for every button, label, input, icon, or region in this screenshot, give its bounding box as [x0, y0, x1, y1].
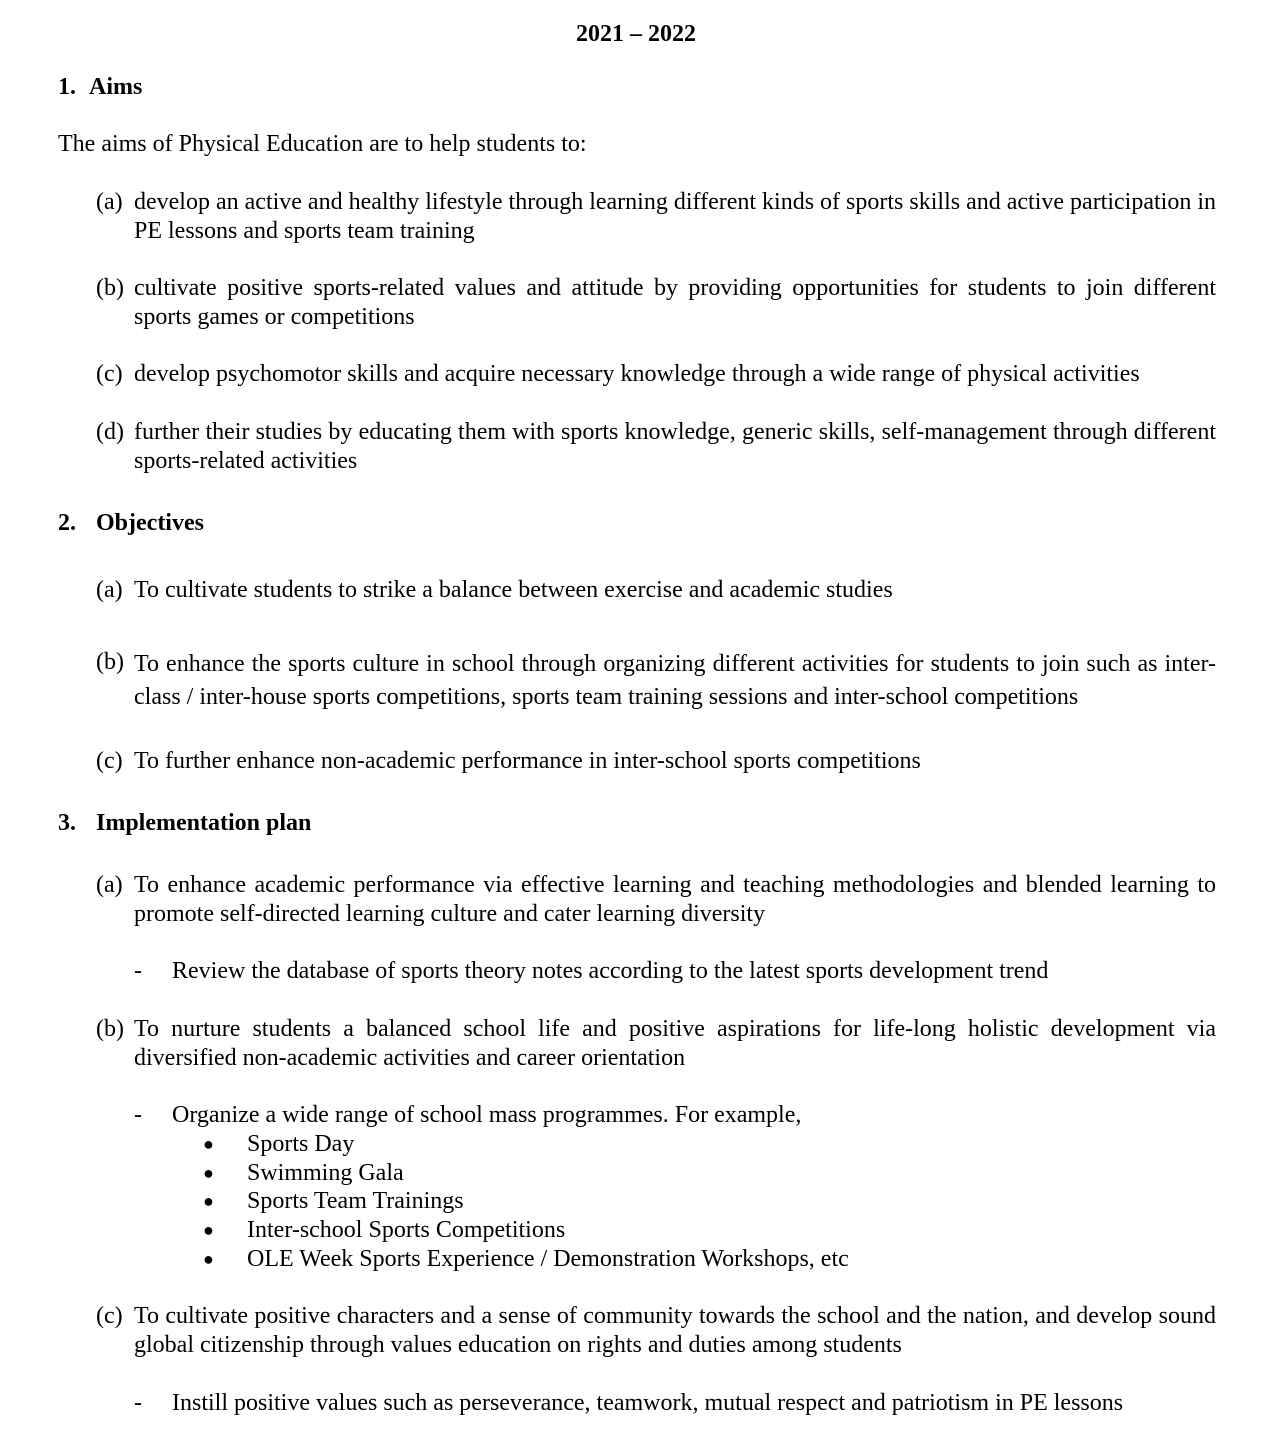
plan-item-c-text: To cultivate positive characters and a sense of community towards the school and the nation, and develop sound global citizenship through values education on rights and duties among students — [134, 1303, 1216, 1358]
plan-item-c-sub-text: Instill positive values such as perseverance, teamwork, mutual respect and patriotism in PE lessons — [172, 1390, 1124, 1416]
objectives-item-c-label: (c) — [96, 748, 123, 774]
plan-item-b-label: (b) — [96, 1016, 124, 1042]
objectives-item-b-label: (b) — [96, 649, 124, 675]
section-1-number: 1. — [58, 74, 76, 100]
plan-item-a-label: (a) — [96, 872, 123, 898]
aims-intro-text: The aims of Physical Education are to help students to: — [58, 131, 587, 157]
bullet-icon: ● — [203, 1163, 214, 1183]
aims-item-c-label: (c) — [96, 361, 123, 387]
plan-item-c-label: (c) — [96, 1303, 123, 1329]
bullet-icon: ● — [203, 1249, 214, 1269]
plan-item-a-sub-marker: - — [134, 958, 142, 984]
section-3-title: Implementation plan — [96, 810, 312, 836]
plan-item-b-sub-marker: - — [134, 1102, 142, 1128]
page-year-heading: 2021 – 2022 — [576, 21, 696, 47]
bullet-icon: ● — [203, 1134, 214, 1154]
objectives-item-c-text: To further enhance non-academic performance in inter-school sports competitions — [134, 748, 921, 774]
aims-item-a-label: (a) — [96, 189, 123, 215]
programme-list-item: Swimming Gala — [247, 1160, 404, 1186]
plan-item-b-sub-text: Organize a wide range of school mass programmes. For example, — [172, 1102, 802, 1128]
objectives-item-a-text: To cultivate students to strike a balance between exercise and academic studies — [134, 577, 893, 603]
objectives-item-b-text: To enhance the sports culture in school through organizing different activities for students to join such as inter-class / inter-house sports competitions, sports team training sessions and inter-school competitions — [134, 651, 1216, 710]
aims-item-d-text: further their studies by educating them with sports knowledge, generic skills, self-management through different sports-related activities — [134, 419, 1216, 474]
section-3-number: 3. — [58, 810, 76, 836]
programme-list-item: Inter-school Sports Competitions — [247, 1217, 566, 1243]
aims-item-b-text: cultivate positive sports-related values and attitude by providing opportunities for students to join different sports games or competitions — [134, 275, 1216, 330]
aims-item-a-text: develop an active and healthy lifestyle through learning different kinds of sports skills and active participation in PE lessons and sports team training — [134, 189, 1216, 244]
programme-list-item: Sports Day — [247, 1131, 355, 1157]
aims-item-b-label: (b) — [96, 275, 124, 301]
section-1-title: Aims — [89, 74, 143, 100]
aims-item-d-label: (d) — [96, 419, 124, 445]
plan-item-a-text: To enhance academic performance via effective learning and teaching methodologies and blended learning to promote self-directed learning culture and cater learning diversity — [134, 872, 1216, 927]
programme-list-item: OLE Week Sports Experience / Demonstration Workshops, etc — [247, 1246, 849, 1272]
aims-item-c-text: develop psychomotor skills and acquire necessary knowledge through a wide range of physical activities — [134, 361, 1140, 387]
programme-list-item: Sports Team Trainings — [247, 1188, 464, 1214]
plan-item-a-sub-text: Review the database of sports theory notes according to the latest sports development trend — [172, 958, 1049, 984]
plan-item-b-text: To nurture students a balanced school life and positive aspirations for life-long holistic development via diversified non-academic activities and career orientation — [134, 1016, 1216, 1071]
bullet-icon: ● — [203, 1191, 214, 1211]
plan-item-c-sub-marker: - — [134, 1390, 142, 1416]
section-2-number: 2. — [58, 510, 76, 536]
bullet-icon: ● — [203, 1220, 214, 1240]
section-2-title: Objectives — [96, 510, 204, 536]
objectives-item-a-label: (a) — [96, 577, 123, 603]
